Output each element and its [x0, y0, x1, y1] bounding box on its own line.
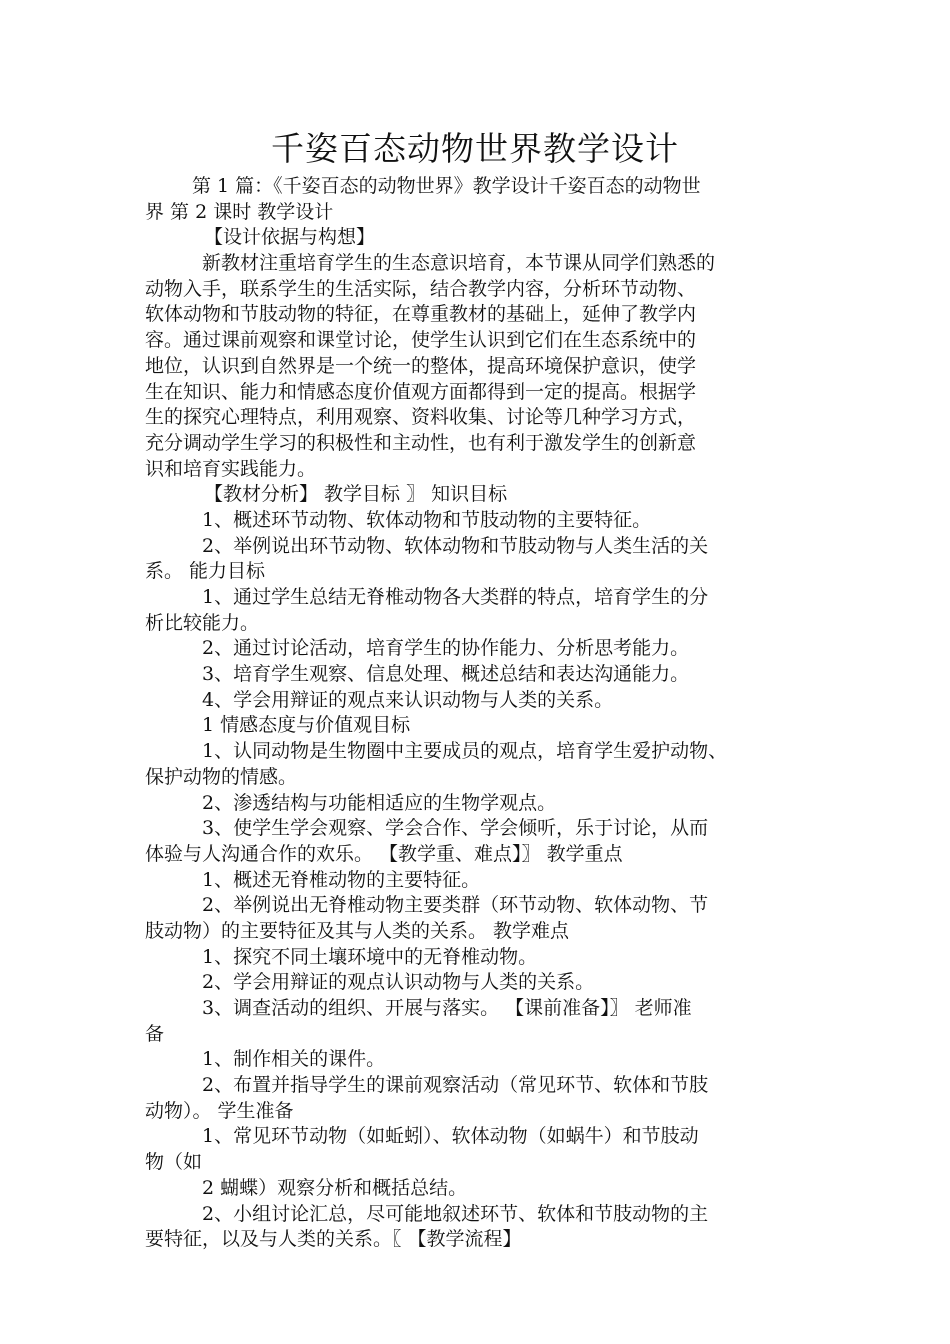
text-line: 保护动物的情感。: [145, 765, 298, 788]
text-line: 系。 能力目标: [145, 560, 266, 583]
text-line: 1、制作相关的课件。: [202, 1048, 386, 1071]
text-line: 4、学会用辩证的观点来认识动物与人类的关系。: [202, 688, 614, 711]
text-line: 2、举例说出无脊椎动物主要类群（环节动物、软体动物、节: [202, 894, 709, 917]
text-line: 界 第 2 课时 教学设计: [145, 200, 334, 223]
text-line: 析比较能力。: [145, 611, 260, 634]
text-line: 2、举例说出环节动物、软体动物和节肢动物与人类生活的关: [202, 534, 709, 557]
text-line: 1 情感态度与价值观目标: [202, 714, 411, 737]
text-line: 1、认同动物是生物圈中主要成员的观点，培育学生爱护动物、: [202, 740, 728, 763]
text-line: 生在知识、能力和情感态度价值观方面都得到一定的提高。根据学: [145, 380, 697, 403]
text-line: 要特征，以及与人类的关系。〖 【教学流程】: [145, 1228, 522, 1251]
section-heading: 【教材分析】 教学目标 〗 知识目标: [204, 483, 508, 506]
text-line: 识和培育实践能力。: [145, 457, 317, 480]
text-line: 物（如: [145, 1151, 203, 1174]
text-line: 肢动物）的主要特征及其与人类的关系。 教学难点: [145, 919, 570, 942]
text-line: 1、常见环节动物（如蚯蚓）、软体动物（如蜗牛）和节肢动: [202, 1125, 699, 1148]
text-line: 3、调查活动的组织、开展与落实。 【课前准备】〗 老师准: [202, 997, 692, 1019]
text-line: 生的探究心理特点，利用观察、资料收集、讨论等几种学习方式，: [145, 406, 697, 429]
text-line: 地位，认识到自然界是一个统一的整体，提高环境保护意识，使学: [145, 354, 697, 377]
text-line: 2、小组讨论汇总，尽可能地叙述环节、软体和节肢动物的主: [202, 1202, 709, 1225]
text-line: 软体动物和节肢动物的特征，在尊重教材的基础上，延伸了教学内: [145, 303, 697, 326]
text-line: 新教材注重培育学生的生态意识培育，本节课从同学们熟悉的: [202, 252, 716, 275]
text-line: 2 蝴蝶）观察分析和概括总结。: [202, 1176, 468, 1199]
text-line: 2、布置并指导学生的课前观察活动（常见环节、软体和节肢: [202, 1074, 709, 1097]
text-line: 2、学会用辩证的观点认识动物与人类的关系。: [202, 971, 595, 994]
text-line: 容。通过课前观察和课堂讨论，使学生认识到它们在生态系统中的: [145, 329, 697, 352]
text-line: 动物入手，联系学生的生活实际，结合教学内容，分析环节动物、: [145, 277, 697, 300]
text-line: 第 1 篇：《千姿百态的动物世界》教学设计千姿百态的动物世: [192, 175, 701, 197]
text-line: 1、探究不同土壤环境中的无脊椎动物。: [202, 945, 538, 968]
text-line: 备: [145, 1022, 165, 1045]
text-line: 3、使学生学会观察、学会合作、学会倾听，乐于讨论，从而: [202, 817, 709, 840]
text-line: 2、渗透结构与功能相适应的生物学观点。: [202, 791, 557, 814]
text-line: 1、概述环节动物、软体动物和节肢动物的主要特征。: [202, 508, 652, 531]
text-line: 体验与人沟通合作的欢乐。 【教学重、难点】〗 教学重点: [145, 842, 623, 865]
text-line: 3、培育学生观察、信息处理、概述总结和表达沟通能力。: [202, 663, 690, 686]
section-heading: 【设计依据与构想】: [204, 226, 376, 249]
text-line: 2、通过讨论活动，培育学生的协作能力、分析思考能力。: [202, 637, 690, 660]
document-body: [145, 174, 825, 1253]
document-title: 千姿百态动物世界教学设计: [271, 129, 679, 168]
text-line: 动物）。 学生准备: [145, 1099, 294, 1122]
text-line: 1、通过学生总结无脊椎动物各大类群的特点，培育学生的分: [202, 586, 709, 608]
text-line: 充分调动学生学习的积极性和主动性，也有利于激发学生的创新意: [145, 431, 697, 454]
text-line: 1、概述无脊椎动物的主要特征。: [202, 868, 481, 891]
